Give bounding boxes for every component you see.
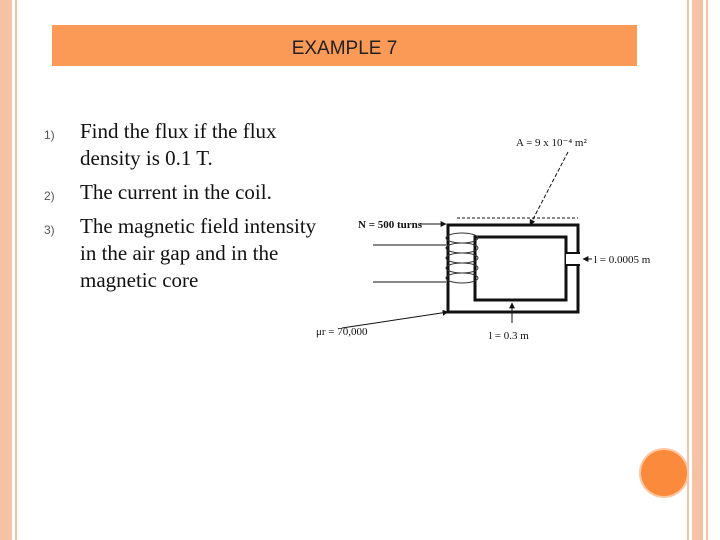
turns-label: N = 500 turns [358,219,423,231]
air-gap [566,253,580,265]
length-label: l = 0.3 m [489,330,529,342]
list-text: Find the flux if the flux density is 0.1 T. [80,119,277,170]
slide-title: EXAMPLE 7 [291,38,398,59]
list-text: The current in the coil. [80,180,272,204]
decorative-circle [641,450,687,496]
area-label: A = 9 x 10⁻⁴ m² [516,137,587,149]
coil [446,233,478,283]
core-inner [475,237,566,300]
gap-label: l = 0.0005 m [594,254,651,266]
list-number: 2) [44,189,55,203]
mu-label: μr = 70,000 [316,326,368,338]
list-text: The magnetic field intensity in the air gap and in the magnetic core [80,214,317,292]
list-number: 1) [44,128,55,142]
list-number: 3) [44,223,55,237]
